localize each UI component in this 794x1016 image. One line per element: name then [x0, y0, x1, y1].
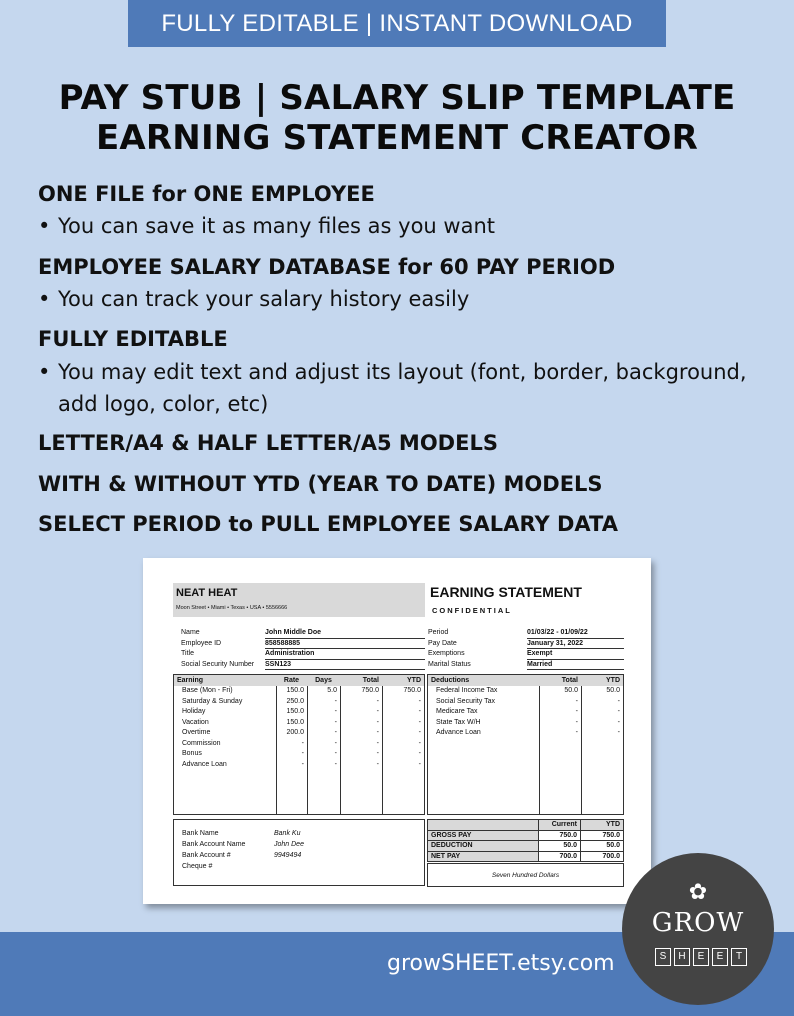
feature-heading-3: FULLY EDITABLE: [38, 327, 228, 351]
employee-info: [173, 628, 425, 670]
table-row: Vacation 150.0 - - -: [182, 718, 421, 726]
feature-bullet-2: [38, 283, 778, 315]
table-row: Social Security Tax - -: [436, 697, 620, 705]
info-label: Title: [181, 650, 194, 657]
info-value: Married: [527, 660, 624, 671]
growsheet-logo: [622, 853, 774, 1005]
feature-bullet-text: You may edit text and adjust its layout (font, border, background,: [58, 360, 747, 384]
info-label: Bank Account Name: [182, 841, 246, 848]
pay-stub-preview: [143, 558, 651, 904]
info-label: Cheque #: [182, 863, 213, 870]
page-title-line2: EARNING STATEMENT CREATOR: [95, 118, 698, 158]
info-value: SSN123: [265, 660, 425, 671]
confidential-label: CONFIDENTIAL: [432, 606, 512, 615]
page-title-line1: PAY STUB | SALARY SLIP TEMPLATE: [58, 78, 736, 118]
info-value: 01/03/22 - 01/09/22: [527, 628, 624, 639]
table-row: Federal Income Tax 50.0 50.0: [436, 687, 620, 695]
feature-bullet-text: You can track your salary history easily: [58, 287, 470, 311]
info-label: Bank Name: [182, 830, 219, 837]
table-row: DEDUCTION 50.0 50.0: [428, 841, 624, 852]
table-row: State Tax W/H - -: [436, 718, 620, 726]
pay-summary: [427, 819, 624, 862]
earnings-header: Earning Rate Days Total YTD: [174, 675, 424, 686]
feature-heading-6: SELECT PERIOD to PULL EMPLOYEE SALARY DATA: [38, 512, 618, 536]
table-row: Holiday 150.0 - - -: [182, 708, 421, 716]
feature-bullet-1: [38, 210, 778, 242]
summary-header: Current YTD: [428, 820, 624, 831]
table-row: Medicare Tax - -: [436, 708, 620, 716]
bank-info: [173, 819, 425, 886]
info-label: Name: [181, 629, 200, 636]
table-row: Saturday & Sunday 250.0 - - -: [182, 697, 421, 705]
table-row: Advance Loan - - - -: [182, 760, 421, 768]
deductions-header: Deductions Total YTD: [428, 675, 623, 686]
feature-heading-2: EMPLOYEE SALARY DATABASE for 60 PAY PERIOD: [38, 255, 616, 279]
info-value: Administration: [265, 649, 425, 660]
info-value: Exempt: [527, 649, 624, 660]
info-label: Pay Date: [428, 639, 457, 647]
feature-bullet-text: You can save it as many files as you want: [58, 214, 496, 238]
company-address: Moon Street • Miami • Texas • USA • 5556666: [176, 605, 288, 611]
bullet-char: •: [38, 287, 51, 311]
info-value: John Middle Doe: [265, 628, 425, 639]
statement-heading: EARNING STATEMENT: [430, 584, 582, 600]
amount-in-words: Seven Hundred Dollars: [427, 863, 624, 887]
feature-heading-4: LETTER/A4 & HALF LETTER/A5 MODELS: [38, 431, 498, 455]
info-label: Social Security Number: [181, 660, 255, 668]
info-value: Bank Ku: [274, 830, 301, 837]
table-row: Overtime 200.0 - - -: [182, 729, 421, 737]
feature-bullet-3: [38, 356, 778, 420]
table-row: Bonus - - - -: [182, 750, 421, 758]
info-label: Bank Account #: [182, 852, 231, 859]
info-label: Period: [428, 629, 449, 636]
table-row: Advance Loan - -: [436, 729, 620, 737]
company-block: [173, 583, 425, 617]
company-name: NEAT HEAT: [176, 587, 238, 599]
flower-icon: ✿: [688, 879, 708, 904]
bullet-char: •: [38, 360, 51, 384]
earnings-table: [173, 674, 425, 815]
info-label: Marital Status: [428, 660, 471, 668]
period-info: [420, 628, 624, 670]
logo-grow-text: GROW: [651, 908, 745, 938]
table-row: Commission - - - -: [182, 739, 421, 747]
feature-heading-1: ONE FILE for ONE EMPLOYEE: [38, 182, 375, 206]
table-row: NET PAY 700.0 700.0: [428, 851, 624, 862]
deductions-table: [427, 674, 624, 815]
info-label: Employee ID: [181, 639, 222, 647]
info-value: John Dee: [274, 841, 304, 848]
top-banner: FULLY EDITABLE | INSTANT DOWNLOAD: [128, 0, 666, 47]
shop-url: growSHEET.etsy.com: [387, 951, 615, 976]
info-value: January 31, 2022: [527, 639, 624, 650]
info-value: 858588885: [265, 639, 425, 650]
feature-heading-5: WITH & WITHOUT YTD (YEAR TO DATE) MODELS: [38, 472, 603, 496]
table-row: GROSS PAY 750.0 750.0: [428, 830, 624, 841]
table-row: Base (Mon - Fri) 150.0 5.0 750.0 750.0: [182, 687, 421, 695]
bullet-char: •: [38, 214, 51, 238]
feature-bullet-text-cont: add logo, color, etc): [58, 392, 269, 416]
logo-sheet-letters: S H E E T: [655, 948, 747, 966]
info-label: Exemptions: [428, 650, 465, 657]
info-value: 9949494: [274, 852, 302, 859]
